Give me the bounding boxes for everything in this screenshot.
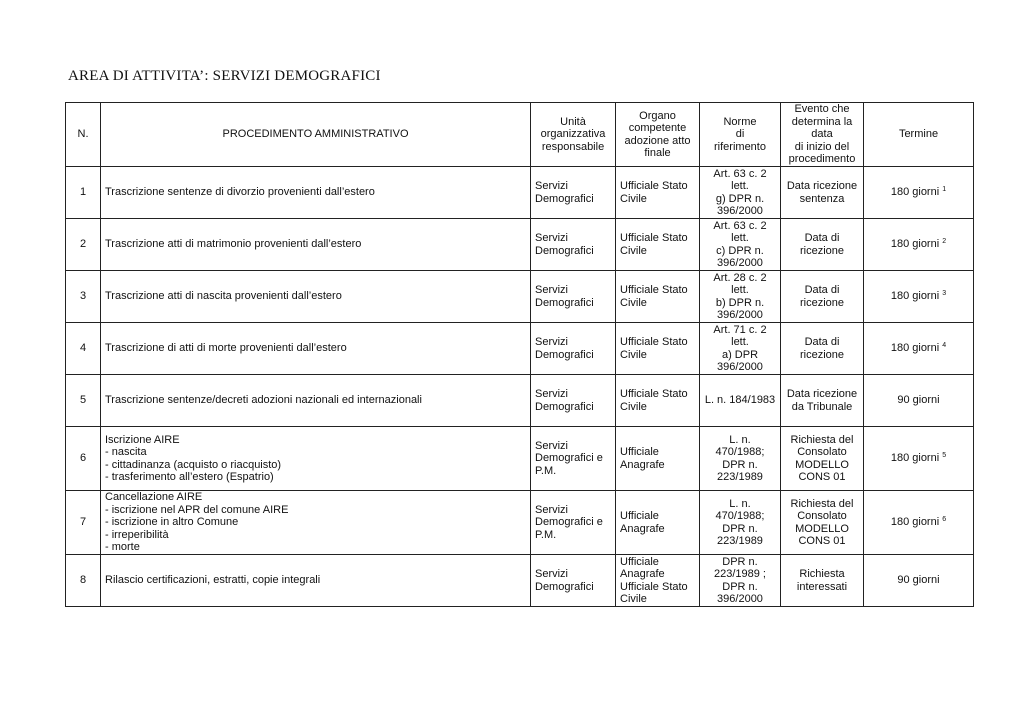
cell-procedimento: Iscrizione AIRE - nascita - cittadinanza (acquisto o riacquisto) - trasferimento all’estero (Espatrio) <box>101 427 531 491</box>
procedures-table <box>65 102 974 607</box>
header-procedimento: PROCEDIMENTO AMMINISTRATIVO <box>101 103 531 167</box>
table-row <box>66 219 974 271</box>
header-norme: Norme di riferimento <box>700 103 781 167</box>
cell-n: 5 <box>66 375 101 427</box>
termine-value: 180 giorni <box>890 290 940 303</box>
cell-n: 2 <box>66 219 101 271</box>
cell-n: 7 <box>66 491 101 555</box>
cell-n: 8 <box>66 555 101 607</box>
cell-procedimento: Trascrizione atti di matrimonio provenienti dall’estero <box>101 219 531 271</box>
cell-procedimento: Trascrizione di atti di morte provenienti dall’estero <box>101 323 531 375</box>
cell-evento: Data di ricezione <box>781 219 864 271</box>
cell-n: 3 <box>66 271 101 323</box>
footnote-ref: 4 <box>942 342 947 350</box>
footnote-ref: 3 <box>942 290 947 298</box>
header-organo: Organo competente adozione atto finale <box>616 103 700 167</box>
cell-organo: Ufficiale Stato Civile <box>616 167 700 219</box>
cell-organo: Ufficiale Anagrafe Ufficiale Stato Civile <box>616 555 700 607</box>
cell-unita: Servizi Demografici e P.M. <box>531 427 616 491</box>
table-row <box>66 167 974 219</box>
header-n: N. <box>66 103 101 167</box>
cell-unita: Servizi Demografici <box>531 375 616 427</box>
cell-organo: Ufficiale Stato Civile <box>616 323 700 375</box>
header-unita: Unità organizzativa responsabile <box>531 103 616 167</box>
footnote-ref: 6 <box>942 516 947 524</box>
cell-evento: Data ricezione sentenza <box>781 167 864 219</box>
table-row <box>66 555 974 607</box>
cell-norme: L. n. 184/1983 <box>700 375 781 427</box>
cell-organo: Ufficiale Anagrafe <box>616 491 700 555</box>
cell-norme: Art. 63 c. 2 lett. c) DPR n. 396/2000 <box>700 219 781 271</box>
cell-termine <box>864 219 974 271</box>
footnote-ref: 1 <box>942 186 947 194</box>
termine-value: 180 giorni <box>890 186 940 199</box>
termine-value: 180 giorni <box>890 238 940 251</box>
cell-evento: Richiesta del Consolato MODELLO CONS 01 <box>781 491 864 555</box>
cell-norme: Art. 71 c. 2 lett. a) DPR 396/2000 <box>700 323 781 375</box>
termine-value: 180 giorni <box>890 452 940 465</box>
cell-n: 6 <box>66 427 101 491</box>
cell-termine <box>864 167 974 219</box>
cell-evento: Data di ricezione <box>781 323 864 375</box>
cell-norme: Art. 63 c. 2 lett. g) DPR n. 396/2000 <box>700 167 781 219</box>
cell-norme: L. n. 470/1988; DPR n. 223/1989 <box>700 491 781 555</box>
header-termine: Termine <box>864 103 974 167</box>
table-header-row <box>66 103 974 167</box>
cell-termine <box>864 375 974 427</box>
cell-organo: Ufficiale Stato Civile <box>616 375 700 427</box>
cell-evento: Data di ricezione <box>781 271 864 323</box>
cell-unita: Servizi Demografici <box>531 219 616 271</box>
table-row <box>66 491 974 555</box>
cell-organo: Ufficiale Stato Civile <box>616 271 700 323</box>
cell-unita: Servizi Demografici <box>531 271 616 323</box>
cell-procedimento: Trascrizione sentenze di divorzio provenienti dall’estero <box>101 167 531 219</box>
cell-n: 4 <box>66 323 101 375</box>
termine-value: 180 giorni <box>890 516 940 529</box>
termine-value: 90 giorni <box>897 394 940 407</box>
termine-value: 90 giorni <box>897 574 940 587</box>
footnote-ref: 2 <box>942 238 947 246</box>
cell-termine <box>864 271 974 323</box>
cell-norme: L. n. 470/1988; DPR n. 223/1989 <box>700 427 781 491</box>
header-evento: Evento che determina la data di inizio del procedimento <box>781 103 864 167</box>
cell-termine <box>864 427 974 491</box>
cell-procedimento: Rilascio certificazioni, estratti, copie integrali <box>101 555 531 607</box>
cell-procedimento: Trascrizione atti di nascita provenienti dall’estero <box>101 271 531 323</box>
cell-unita: Servizi Demografici <box>531 555 616 607</box>
cell-evento: Data ricezione da Tribunale <box>781 375 864 427</box>
cell-termine <box>864 491 974 555</box>
cell-organo: Ufficiale Stato Civile <box>616 219 700 271</box>
footnote-ref: 5 <box>942 452 947 460</box>
cell-norme: DPR n. 223/1989 ; DPR n. 396/2000 <box>700 555 781 607</box>
cell-unita: Servizi Demografici <box>531 323 616 375</box>
table-row <box>66 323 974 375</box>
cell-evento: Richiesta interessati <box>781 555 864 607</box>
table-row <box>66 271 974 323</box>
cell-procedimento: Cancellazione AIRE - iscrizione nel APR del comune AIRE - iscrizione in altro Comune - irreperibilità - morte <box>101 491 531 555</box>
cell-unita: Servizi Demografici <box>531 167 616 219</box>
cell-norme: Art. 28 c. 2 lett. b) DPR n. 396/2000 <box>700 271 781 323</box>
termine-value: 180 giorni <box>890 342 940 355</box>
cell-termine <box>864 555 974 607</box>
cell-procedimento: Trascrizione sentenze/decreti adozioni nazionali ed internazionali <box>101 375 531 427</box>
cell-evento: Richiesta del Consolato MODELLO CONS 01 <box>781 427 864 491</box>
cell-unita: Servizi Demografici e P.M. <box>531 491 616 555</box>
page-title: AREA DI ATTIVITA’: SERVIZI DEMOGRAFICI <box>68 68 381 84</box>
cell-termine <box>864 323 974 375</box>
cell-organo: Ufficiale Anagrafe <box>616 427 700 491</box>
table-row <box>66 375 974 427</box>
table-row <box>66 427 974 491</box>
cell-n: 1 <box>66 167 101 219</box>
